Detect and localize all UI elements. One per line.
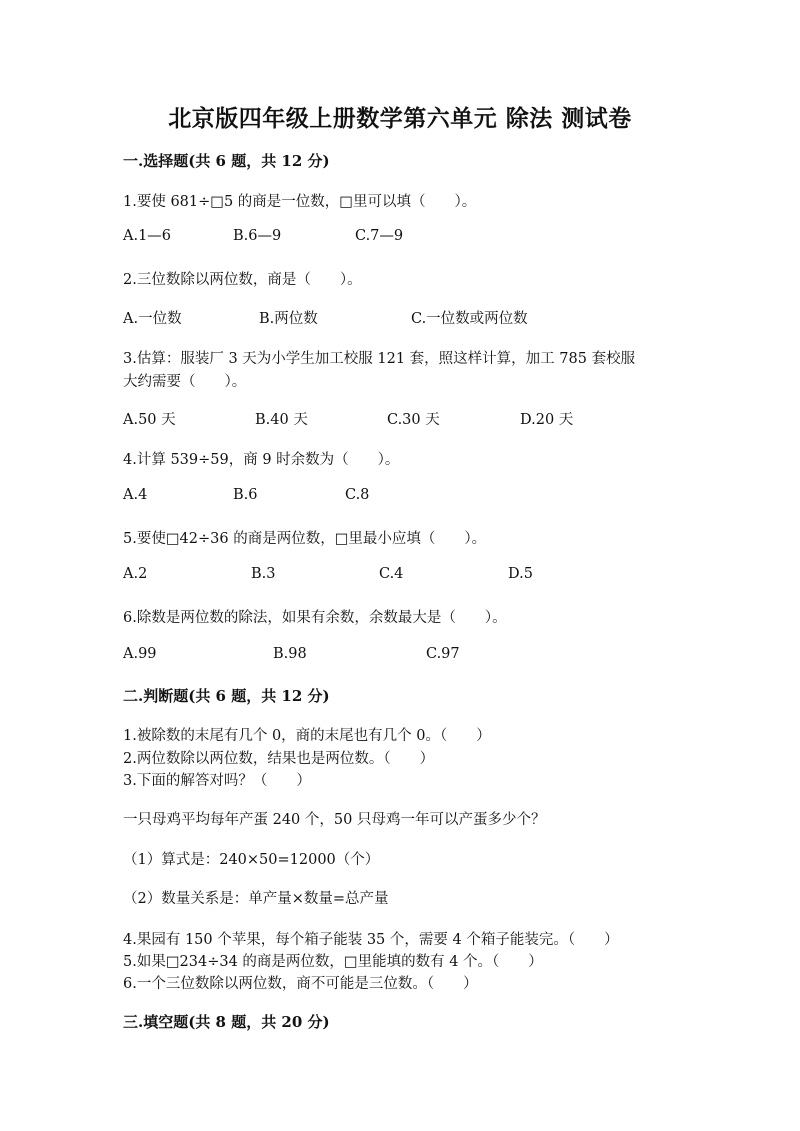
option-text: D.20 天 — [520, 412, 574, 428]
option-text: A.1—6 — [123, 228, 172, 244]
judge-item: 4.果园有 150 个苹果，每个箱子能装 35 个，需要 4 个箱子能装完。（ ） — [123, 932, 619, 948]
word-problem: 一只母鸡平均每年产蛋 240 个，50 只母鸡一年可以产蛋多少个？ — [123, 812, 546, 828]
option-text: B.6 — [233, 487, 258, 503]
solution-step: （1）算式是：240×50=12000（个） — [123, 852, 380, 868]
question-text: 4.计算 539÷59，商 9 时余数为（ ）。 — [123, 452, 400, 468]
page-title: 北京版四年级上册数学第六单元 除法 测试卷 — [168, 105, 632, 132]
section-heading-fill: 三.填空题(共 8 题，共 20 分) — [123, 1013, 330, 1031]
section-heading-choice: 一.选择题(共 6 题，共 12 分) — [123, 152, 330, 170]
option-text: C.97 — [426, 646, 460, 662]
option-text: A.4 — [123, 487, 148, 503]
solution-step: （2）数量关系是：单产量×数量=总产量 — [123, 891, 389, 907]
option-text: B.40 天 — [255, 412, 308, 428]
option-text: A.2 — [123, 566, 148, 582]
option-text: C.4 — [379, 566, 404, 582]
option-text: C.7—9 — [355, 228, 404, 244]
question-text: 大约需要（ ）。 — [123, 374, 247, 390]
section-heading-judge: 二.判断题(共 6 题，共 12 分) — [123, 687, 330, 705]
question-text: 6.除数是两位数的除法，如果有余数，余数最大是（ ）。 — [123, 610, 507, 626]
option-text: C.8 — [345, 487, 370, 503]
judge-item: 2.两位数除以两位数，结果也是两位数。（ ） — [123, 751, 435, 767]
option-text: B.两位数 — [259, 311, 318, 327]
option-text: B.98 — [273, 646, 307, 662]
judge-item: 6.一个三位数除以两位数，商不可能是三位数。（ ） — [123, 976, 478, 992]
option-text: C.30 天 — [387, 412, 440, 428]
option-text: D.5 — [508, 566, 533, 582]
option-text: B.6—9 — [233, 228, 282, 244]
question-text: 3.估算：服装厂 3 天为小学生加工校服 121 套，照这样计算，加工 785 套校服 — [123, 351, 636, 367]
option-text: A.99 — [123, 646, 157, 662]
option-text: B.3 — [251, 566, 276, 582]
question-text: 2.三位数除以两位数，商是（ ）。 — [123, 272, 362, 288]
judge-item: 1.被除数的末尾有几个 0，商的末尾也有几个 0。（ ） — [123, 728, 491, 744]
option-text: A.一位数 — [123, 311, 182, 327]
judge-item: 5.如果□234÷34 的商是两位数，□里能填的数有 4 个。（ ） — [123, 954, 543, 970]
option-text: C.一位数或两位数 — [411, 311, 528, 327]
option-text: A.50 天 — [123, 412, 176, 428]
judge-item: 3.下面的解答对吗？（ ） — [123, 773, 311, 789]
question-text: 5.要使□42÷36 的商是两位数，□里最小应填（ ）。 — [123, 531, 487, 547]
question-text: 1.要使 681÷□5 的商是一位数，□里可以填（ ）。 — [123, 194, 477, 210]
